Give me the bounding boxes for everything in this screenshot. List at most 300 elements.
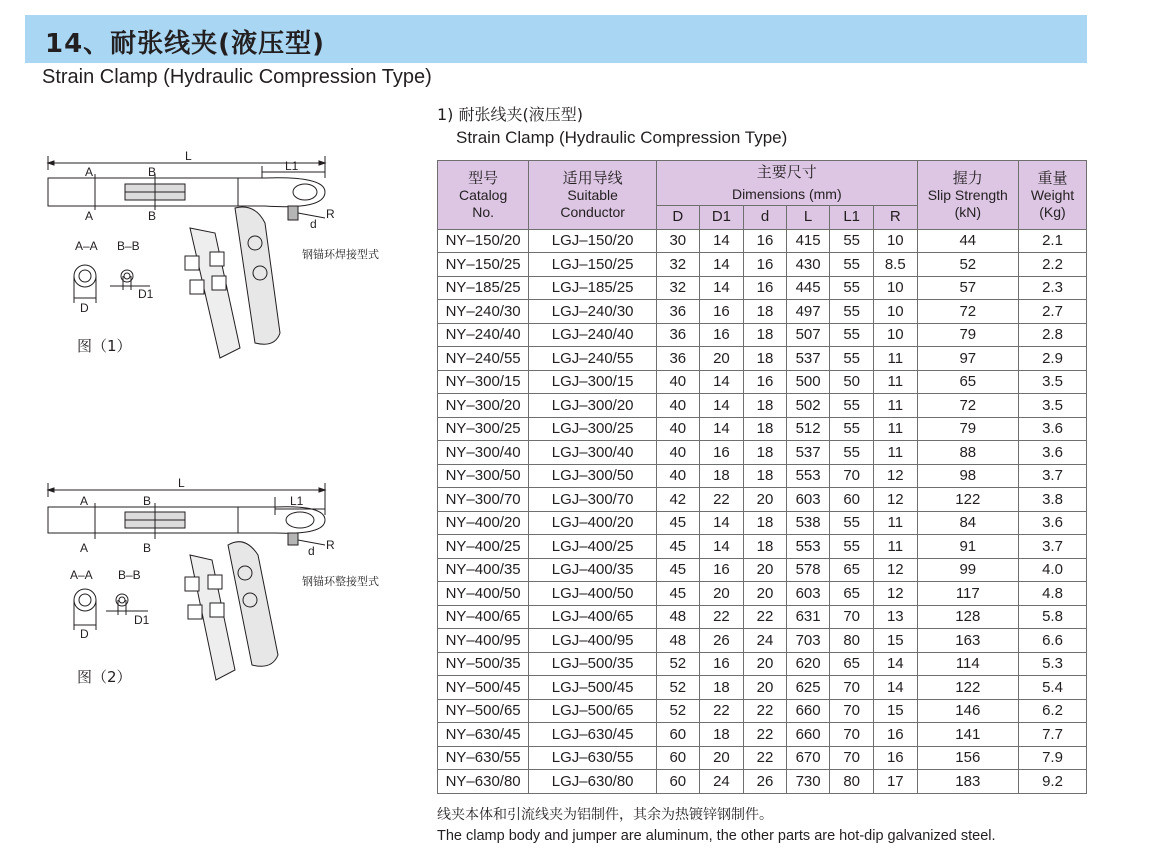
- table-cell: LGJ–240/30: [529, 300, 657, 324]
- table-cell: LGJ–400/95: [529, 629, 657, 653]
- header-dimensions-cn: [657, 161, 918, 184]
- table-cell: 4.8: [1018, 582, 1086, 606]
- table-cell: 22: [699, 488, 744, 512]
- table-row: [438, 229, 1087, 253]
- table-cell: 631: [786, 605, 830, 629]
- table-cell: NY–400/25: [438, 535, 529, 559]
- table-cell: 42: [657, 488, 700, 512]
- table-cell: 18: [744, 511, 787, 535]
- fig1-dim-D: D: [80, 301, 89, 315]
- table-cell: 2.8: [1018, 323, 1086, 347]
- table-cell: LGJ–240/40: [529, 323, 657, 347]
- table-cell: 660: [786, 699, 830, 723]
- table-cell: 15: [873, 629, 917, 653]
- fig2-dim-d: d: [308, 544, 315, 558]
- table-cell: 44: [917, 229, 1018, 253]
- table-row: [438, 394, 1087, 418]
- table-cell: 40: [657, 370, 700, 394]
- table-cell: 10: [873, 229, 917, 253]
- table-row: [438, 770, 1087, 794]
- table-cell: 20: [699, 746, 744, 770]
- table-cell: 3.5: [1018, 394, 1086, 418]
- table-cell: 3.8: [1018, 488, 1086, 512]
- table-cell: 84: [917, 511, 1018, 535]
- header-catalog-en1: Catalog: [459, 186, 508, 203]
- table-cell: 18: [744, 323, 787, 347]
- table-cell: 11: [873, 347, 917, 371]
- table-cell: 60: [657, 746, 700, 770]
- table-cell: LGJ–630/45: [529, 723, 657, 747]
- table-cell: LGJ–400/50: [529, 582, 657, 606]
- table-cell: 14: [699, 417, 744, 441]
- table-cell: LGJ–400/25: [529, 535, 657, 559]
- header-slip: [917, 161, 1018, 230]
- fig1-dim-L: L: [185, 149, 192, 163]
- table-row: [438, 441, 1087, 465]
- table-cell: 65: [917, 370, 1018, 394]
- table-cell: 45: [657, 582, 700, 606]
- note-en: The clamp body and jumper are aluminum, the other parts are hot-dip galvanized steel.: [437, 828, 996, 844]
- table-cell: 22: [699, 605, 744, 629]
- table-cell: 14: [699, 253, 744, 277]
- table-cell: 507: [786, 323, 830, 347]
- table-cell: 3.5: [1018, 370, 1086, 394]
- table-cell: 10: [873, 300, 917, 324]
- table-cell: 18: [744, 347, 787, 371]
- table-cell: 22: [744, 699, 787, 723]
- table-cell: NY–300/50: [438, 464, 529, 488]
- table-cell: 156: [917, 746, 1018, 770]
- table-cell: LGJ–400/20: [529, 511, 657, 535]
- table-cell: 2.7: [1018, 300, 1086, 324]
- table-cell: 14: [699, 276, 744, 300]
- fig2-caption: 钢锚环整接型式: [302, 575, 379, 588]
- fig1-caption: 钢锚环焊接型式: [302, 248, 379, 261]
- fig1-dim-B-bottom: B: [148, 209, 157, 223]
- table-cell: 703: [786, 629, 830, 653]
- table-cell: NY–400/20: [438, 511, 529, 535]
- fig2-dim-B-top: B: [143, 494, 152, 508]
- table-cell: 14: [699, 229, 744, 253]
- table-cell: 11: [873, 441, 917, 465]
- table-cell: 16: [744, 229, 787, 253]
- table-cell: 80: [830, 770, 874, 794]
- table-cell: 52: [917, 253, 1018, 277]
- fig1-dim-A-bottom: A: [85, 209, 94, 223]
- table-cell: 2.1: [1018, 229, 1086, 253]
- table-cell: 3.7: [1018, 464, 1086, 488]
- fig2-dim-A-bottom: A: [80, 541, 89, 555]
- table-cell: NY–500/45: [438, 676, 529, 700]
- table-row: [438, 488, 1087, 512]
- table-cell: 11: [873, 370, 917, 394]
- header-dim-col: L: [786, 206, 830, 230]
- header-catalog: [438, 161, 529, 230]
- table-cell: 36: [657, 300, 700, 324]
- table-cell: 65: [830, 652, 874, 676]
- note-cn: 线夹本体和引流线夹为铝制件，其余为热镀锌钢制件。: [437, 807, 773, 823]
- table-cell: 36: [657, 347, 700, 371]
- table-cell: 70: [830, 723, 874, 747]
- table-cell: 40: [657, 417, 700, 441]
- table-cell: 14: [699, 535, 744, 559]
- table-cell: 70: [830, 699, 874, 723]
- table-cell: NY–300/25: [438, 417, 529, 441]
- table-cell: 6.6: [1018, 629, 1086, 653]
- table-cell: 20: [744, 488, 787, 512]
- table-cell: LGJ–300/20: [529, 394, 657, 418]
- table-cell: NY–400/65: [438, 605, 529, 629]
- table-cell: 12: [873, 464, 917, 488]
- table-cell: 5.4: [1018, 676, 1086, 700]
- table-cell: 502: [786, 394, 830, 418]
- table-cell: 72: [917, 300, 1018, 324]
- table-cell: NY–300/70: [438, 488, 529, 512]
- table-cell: 32: [657, 276, 700, 300]
- table-cell: 553: [786, 535, 830, 559]
- table-cell: 97: [917, 347, 1018, 371]
- header-dimensions-cn-text: 主要尺寸: [756, 163, 817, 181]
- table-cell: 415: [786, 229, 830, 253]
- table-cell: 7.9: [1018, 746, 1086, 770]
- header-slip-en2: (kN): [954, 203, 981, 220]
- table-cell: 183: [917, 770, 1018, 794]
- table-cell: 20: [744, 582, 787, 606]
- table-cell: 40: [657, 394, 700, 418]
- table-cell: 55: [830, 441, 874, 465]
- table-cell: 497: [786, 300, 830, 324]
- table-cell: NY–300/40: [438, 441, 529, 465]
- fig2-dim-A-top: A: [80, 494, 89, 508]
- table-cell: 36: [657, 323, 700, 347]
- table-cell: 114: [917, 652, 1018, 676]
- table-cell: 40: [657, 464, 700, 488]
- fig1-dim-R: R: [326, 207, 335, 221]
- table-cell: 13: [873, 605, 917, 629]
- table-cell: 18: [699, 464, 744, 488]
- table-cell: 11: [873, 394, 917, 418]
- table-cell: 11: [873, 511, 917, 535]
- table-cell: NY–400/35: [438, 558, 529, 582]
- table-cell: 22: [699, 699, 744, 723]
- table-cell: 16: [699, 441, 744, 465]
- table-cell: 3.6: [1018, 417, 1086, 441]
- table-cell: 4.0: [1018, 558, 1086, 582]
- fig2-dim-B-bottom: B: [143, 541, 152, 555]
- table-cell: 16: [744, 370, 787, 394]
- table-cell: 55: [830, 417, 874, 441]
- table-row: [438, 464, 1087, 488]
- table-cell: 670: [786, 746, 830, 770]
- table-cell: 16: [699, 652, 744, 676]
- table-row: [438, 699, 1087, 723]
- spec-table: [437, 160, 1087, 794]
- table-cell: 18: [699, 676, 744, 700]
- fig1-dim-L1: L1: [285, 159, 299, 173]
- table-cell: LGJ–240/55: [529, 347, 657, 371]
- table-cell: 48: [657, 629, 700, 653]
- table-cell: 20: [699, 347, 744, 371]
- title-banner: [25, 15, 1087, 63]
- table-cell: 2.3: [1018, 276, 1086, 300]
- table-cell: 12: [873, 488, 917, 512]
- table-cell: 20: [744, 652, 787, 676]
- table-cell: 537: [786, 347, 830, 371]
- fig2-section-aa: A–A: [70, 568, 93, 582]
- header-dim-col: D1: [699, 206, 744, 230]
- table-cell: 18: [744, 535, 787, 559]
- table-cell: 24: [699, 770, 744, 794]
- table-cell: 16: [699, 558, 744, 582]
- table-cell: 24: [744, 629, 787, 653]
- table-cell: 18: [744, 417, 787, 441]
- table-cell: 16: [744, 276, 787, 300]
- table-cell: 11: [873, 535, 917, 559]
- table-cell: 512: [786, 417, 830, 441]
- table-cell: 45: [657, 511, 700, 535]
- table-cell: 55: [830, 323, 874, 347]
- table-cell: LGJ–630/80: [529, 770, 657, 794]
- fig1-dim-D1: D1: [138, 287, 154, 301]
- table-cell: 22: [744, 746, 787, 770]
- table-cell: 18: [744, 464, 787, 488]
- table-cell: 52: [657, 652, 700, 676]
- table-cell: 128: [917, 605, 1018, 629]
- table-row: [438, 253, 1087, 277]
- table-cell: LGJ–500/35: [529, 652, 657, 676]
- table-cell: 72: [917, 394, 1018, 418]
- table-cell: NY–630/55: [438, 746, 529, 770]
- header-catalog-en2: No.: [472, 203, 495, 220]
- table-cell: NY–185/25: [438, 276, 529, 300]
- table-cell: LGJ–500/45: [529, 676, 657, 700]
- table-cell: NY–150/20: [438, 229, 529, 253]
- header-dim-col: d: [744, 206, 787, 230]
- table-row: [438, 558, 1087, 582]
- table-cell: 70: [830, 746, 874, 770]
- table-cell: 603: [786, 582, 830, 606]
- header-slip-cn: 握力: [952, 168, 983, 187]
- table-cell: 26: [699, 629, 744, 653]
- fig2-dim-D1: D1: [134, 613, 150, 627]
- table-cell: NY–240/55: [438, 347, 529, 371]
- table-cell: LGJ–150/25: [529, 253, 657, 277]
- header-dim-col: L1: [830, 206, 874, 230]
- table-cell: 55: [830, 276, 874, 300]
- table-cell: 14: [699, 394, 744, 418]
- table-cell: 12: [873, 558, 917, 582]
- table-cell: 3.7: [1018, 535, 1086, 559]
- table-cell: NY–240/30: [438, 300, 529, 324]
- header-weight-en2: (Kg): [1039, 203, 1066, 220]
- table-cell: 55: [830, 253, 874, 277]
- fig1-section-bb: B–B: [117, 239, 140, 253]
- table-cell: LGJ–630/55: [529, 746, 657, 770]
- header-weight: [1018, 161, 1086, 230]
- fig2-dim-L1: L1: [290, 494, 304, 508]
- table-row: [438, 323, 1087, 347]
- table-cell: 620: [786, 652, 830, 676]
- table-cell: 20: [744, 676, 787, 700]
- table-cell: 5.8: [1018, 605, 1086, 629]
- table-row: [438, 723, 1087, 747]
- table-cell: 3.6: [1018, 441, 1086, 465]
- table-cell: NY–400/95: [438, 629, 529, 653]
- table-cell: 70: [830, 464, 874, 488]
- table-row: [438, 605, 1087, 629]
- table-cell: 10: [873, 323, 917, 347]
- table-cell: 16: [699, 323, 744, 347]
- table-cell: LGJ–300/70: [529, 488, 657, 512]
- table-cell: 10: [873, 276, 917, 300]
- table-cell: 15: [873, 699, 917, 723]
- table-cell: NY–500/65: [438, 699, 529, 723]
- table-row: [438, 300, 1087, 324]
- table-cell: 538: [786, 511, 830, 535]
- table-cell: 65: [830, 582, 874, 606]
- table-row: [438, 629, 1087, 653]
- header-dim-col: D: [657, 206, 700, 230]
- table-cell: 141: [917, 723, 1018, 747]
- table-cell: 60: [830, 488, 874, 512]
- table-cell: 14: [873, 652, 917, 676]
- table-cell: 18: [744, 441, 787, 465]
- table-cell: LGJ–500/65: [529, 699, 657, 723]
- fig2-dim-D: D: [80, 627, 89, 641]
- page-title: 14、耐张线夹(液压型): [45, 29, 325, 59]
- table-cell: 22: [744, 605, 787, 629]
- table-cell: 18: [744, 300, 787, 324]
- table-cell: 16: [699, 300, 744, 324]
- table-cell: 16: [873, 723, 917, 747]
- table-cell: LGJ–400/35: [529, 558, 657, 582]
- table-cell: 146: [917, 699, 1018, 723]
- fig2-section-bb: B–B: [118, 568, 141, 582]
- fig1-section-aa: A–A: [75, 239, 98, 253]
- table-cell: 32: [657, 253, 700, 277]
- table-cell: 20: [744, 558, 787, 582]
- table-cell: 9.2: [1018, 770, 1086, 794]
- table-cell: 117: [917, 582, 1018, 606]
- table-cell: 30: [657, 229, 700, 253]
- table-cell: 88: [917, 441, 1018, 465]
- table-cell: 500: [786, 370, 830, 394]
- table-cell: 16: [744, 253, 787, 277]
- table-cell: 91: [917, 535, 1018, 559]
- table-cell: NY–500/35: [438, 652, 529, 676]
- table-row: [438, 582, 1087, 606]
- table-cell: 163: [917, 629, 1018, 653]
- fig1-dim-d: d: [310, 217, 317, 231]
- table-cell: 445: [786, 276, 830, 300]
- table-cell: NY–300/15: [438, 370, 529, 394]
- table-cell: 52: [657, 699, 700, 723]
- fig2-dim-L: L: [178, 476, 185, 490]
- table-cell: 55: [830, 535, 874, 559]
- table-cell: 11: [873, 417, 917, 441]
- header-conductor-en1: Suitable: [567, 186, 618, 203]
- table-cell: 70: [830, 605, 874, 629]
- table-cell: LGJ–150/20: [529, 229, 657, 253]
- table-cell: 65: [830, 558, 874, 582]
- table-cell: 6.2: [1018, 699, 1086, 723]
- table-cell: 18: [699, 723, 744, 747]
- table-cell: LGJ–300/25: [529, 417, 657, 441]
- figure-2-label: 图（2）: [77, 668, 132, 686]
- fig1-dim-A-top: A: [85, 165, 94, 179]
- table-cell: 57: [917, 276, 1018, 300]
- header-dim-col: R: [873, 206, 917, 230]
- header-catalog-cn: 型号: [468, 168, 499, 187]
- table-cell: 52: [657, 676, 700, 700]
- table-cell: 12: [873, 582, 917, 606]
- table-cell: 80: [830, 629, 874, 653]
- table-cell: 18: [744, 394, 787, 418]
- table-cell: 3.6: [1018, 511, 1086, 535]
- table-cell: 48: [657, 605, 700, 629]
- header-conductor: [529, 161, 657, 230]
- table-cell: LGJ–300/40: [529, 441, 657, 465]
- table-cell: 578: [786, 558, 830, 582]
- table-cell: 603: [786, 488, 830, 512]
- table-cell: LGJ–300/15: [529, 370, 657, 394]
- fig2-dim-R: R: [326, 538, 335, 552]
- table-cell: NY–630/45: [438, 723, 529, 747]
- table-cell: 20: [699, 582, 744, 606]
- table-cell: 99: [917, 558, 1018, 582]
- table-cell: 79: [917, 323, 1018, 347]
- table-cell: 45: [657, 558, 700, 582]
- header-dimensions-en-text: Dimensions (mm): [731, 185, 842, 202]
- table-cell: 8.5: [873, 253, 917, 277]
- table-cell: 553: [786, 464, 830, 488]
- table-cell: 55: [830, 300, 874, 324]
- table-cell: LGJ–300/50: [529, 464, 657, 488]
- header-conductor-en2: Conductor: [560, 203, 625, 220]
- table-row: [438, 746, 1087, 770]
- table-cell: 122: [917, 488, 1018, 512]
- table-cell: NY–300/20: [438, 394, 529, 418]
- table-cell: 730: [786, 770, 830, 794]
- table-cell: LGJ–400/65: [529, 605, 657, 629]
- table-cell: 122: [917, 676, 1018, 700]
- table-cell: 625: [786, 676, 830, 700]
- figure-2-drawing: [40, 475, 410, 685]
- table-cell: NY–630/80: [438, 770, 529, 794]
- table-cell: 14: [699, 370, 744, 394]
- section-heading-cn: 1) 耐张线夹(液压型): [437, 105, 583, 124]
- table-cell: 2.2: [1018, 253, 1086, 277]
- table-row: [438, 417, 1087, 441]
- table-cell: 40: [657, 441, 700, 465]
- table-cell: NY–240/40: [438, 323, 529, 347]
- table-row: [438, 535, 1087, 559]
- table-cell: 50: [830, 370, 874, 394]
- table-cell: 98: [917, 464, 1018, 488]
- figure-1-label: 图（1）: [77, 337, 132, 355]
- table-cell: 55: [830, 347, 874, 371]
- table-cell: 45: [657, 535, 700, 559]
- table-row: [438, 370, 1087, 394]
- section-heading-en: Strain Clamp (Hydraulic Compression Type): [456, 128, 788, 147]
- table-cell: 5.3: [1018, 652, 1086, 676]
- table-cell: 55: [830, 511, 874, 535]
- table-cell: 55: [830, 229, 874, 253]
- table-cell: 26: [744, 770, 787, 794]
- table-cell: 7.7: [1018, 723, 1086, 747]
- table-row: [438, 652, 1087, 676]
- table-cell: NY–150/25: [438, 253, 529, 277]
